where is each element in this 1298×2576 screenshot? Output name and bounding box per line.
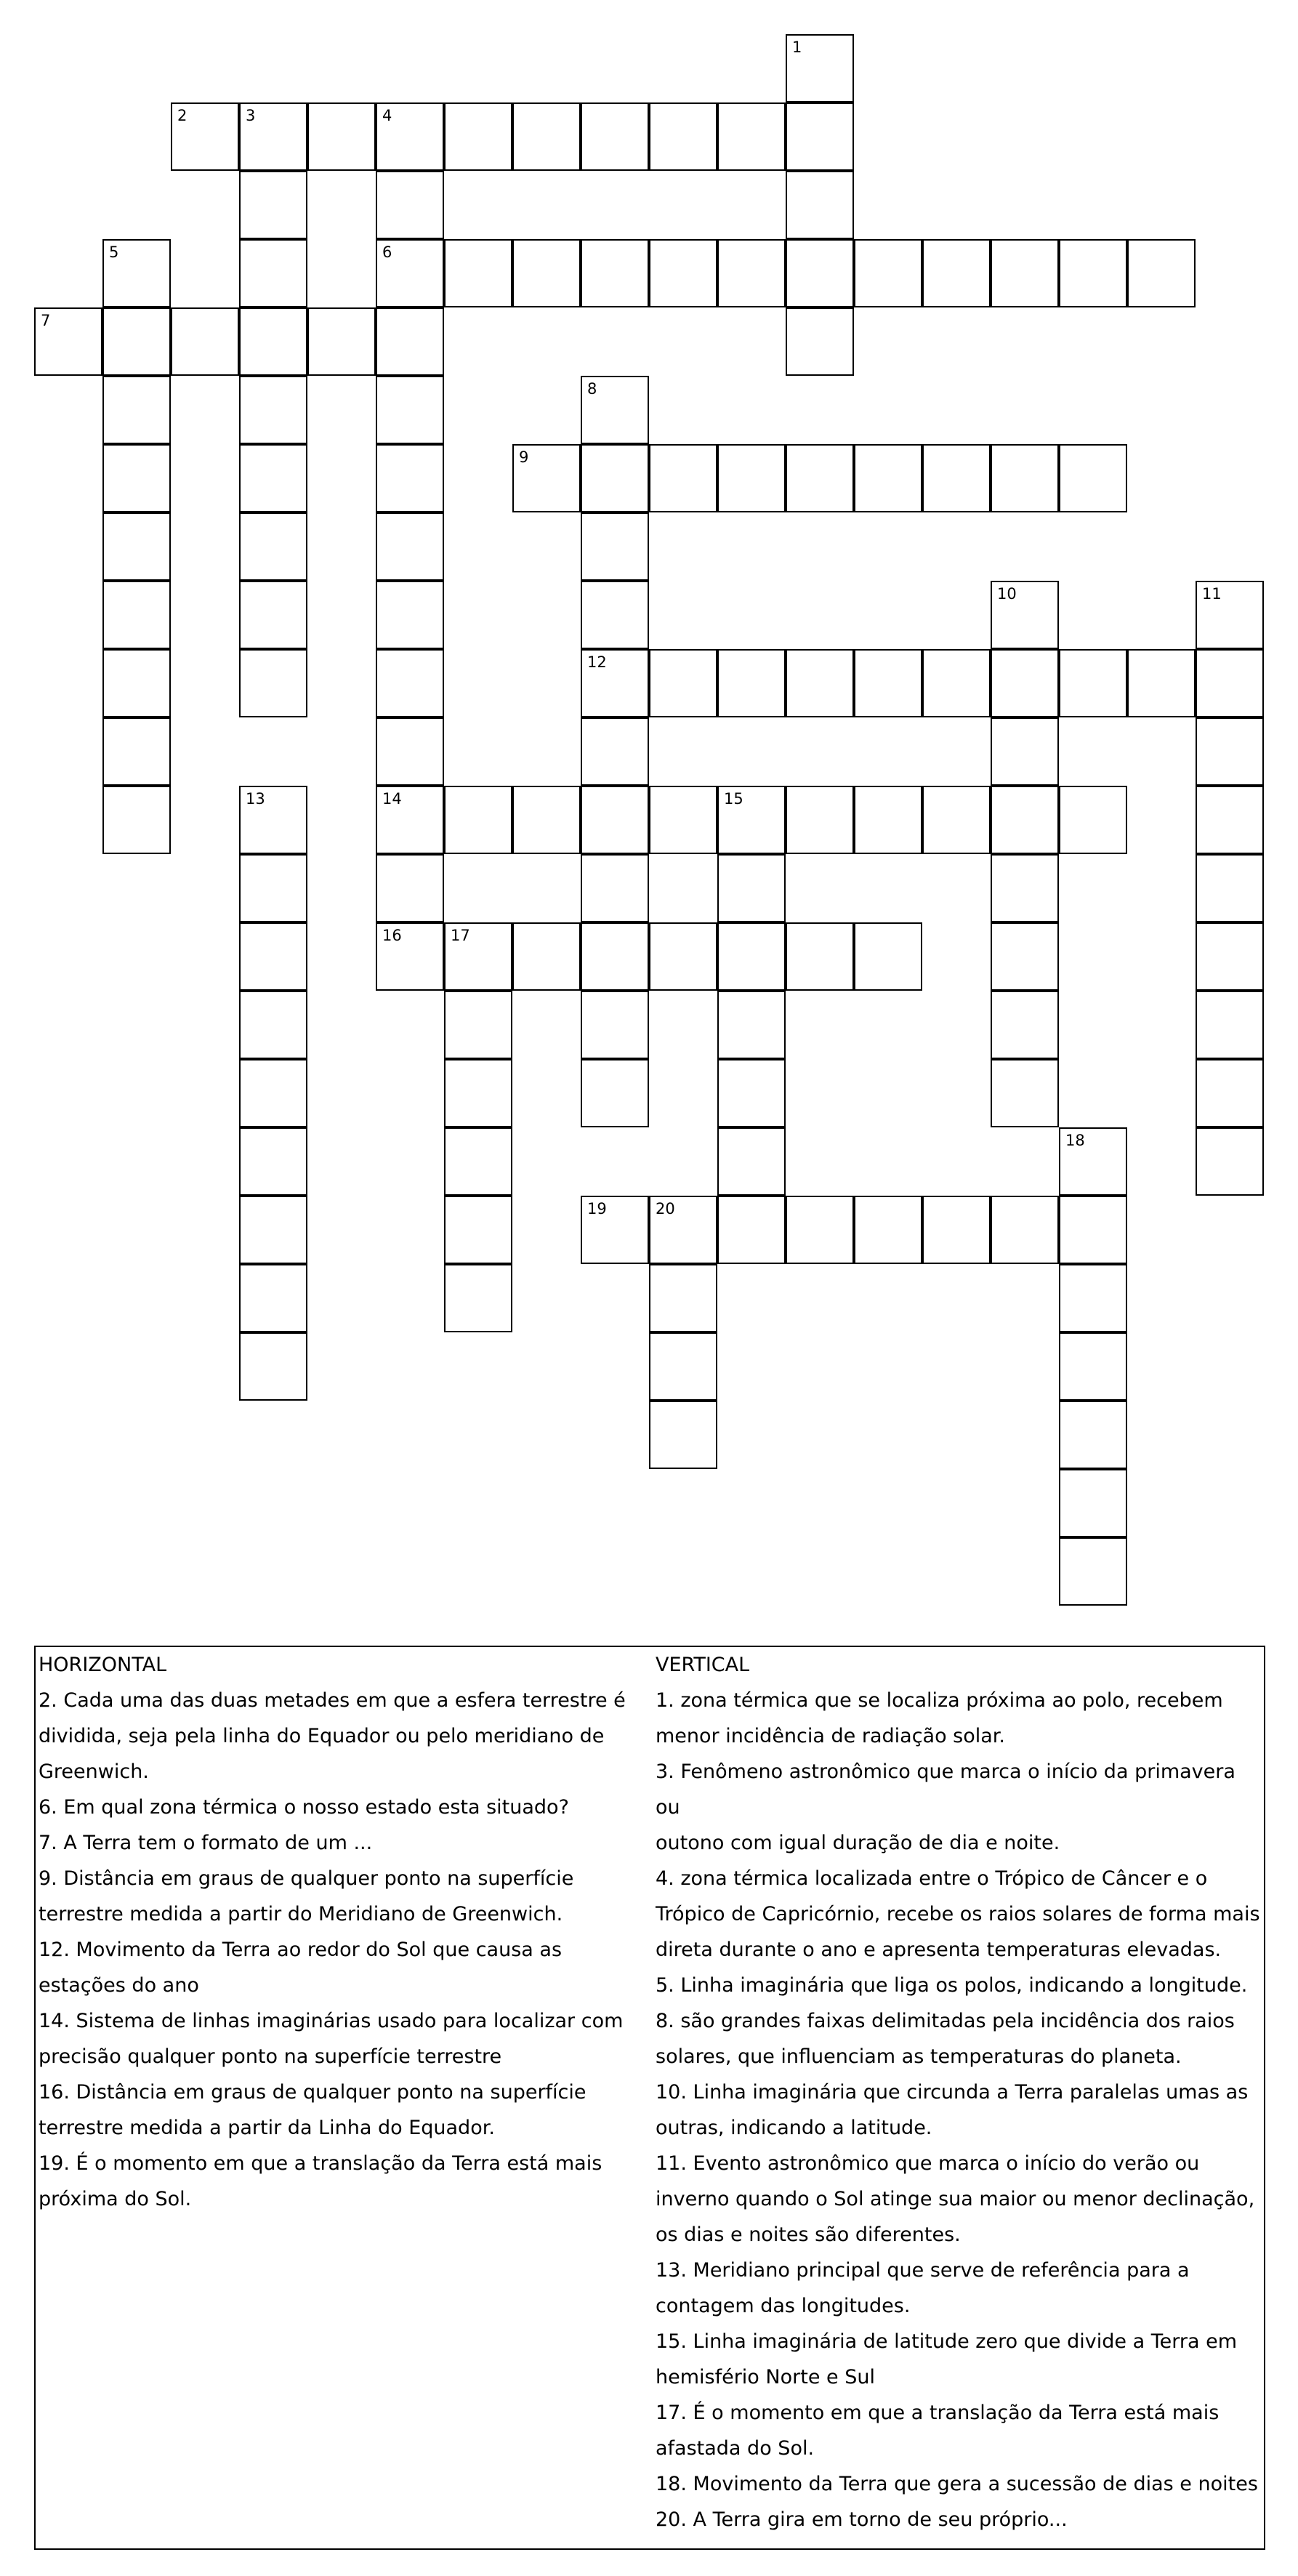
crossword-cell[interactable] [444, 1264, 512, 1332]
clue-line: 14. Sistema de linhas imaginárias usado para localizar com [39, 2010, 624, 2032]
crossword-cell[interactable] [649, 1264, 717, 1332]
crossword-cell[interactable] [376, 307, 444, 376]
crossword-cell[interactable] [1059, 786, 1127, 854]
clues-box [34, 1646, 1265, 2550]
crossword-cell[interactable] [786, 649, 854, 717]
clue-line: precisão qualquer ponto na superfície terrestre [39, 2045, 502, 2068]
crossword-cell[interactable] [102, 512, 171, 581]
crossword-cell[interactable] [1059, 1264, 1127, 1332]
crossword-cell[interactable] [717, 444, 786, 512]
clue-line: contagem das longitudes. [656, 2295, 911, 2317]
clue-number: 1 [792, 39, 802, 56]
crossword-cell[interactable] [1127, 649, 1196, 717]
crossword-cell[interactable] [512, 444, 581, 512]
crossword-cell[interactable] [991, 444, 1059, 512]
crossword-cell[interactable] [444, 239, 512, 307]
clue-number: 10 [997, 585, 1017, 603]
crossword-cell[interactable] [1196, 854, 1264, 922]
crossword-cell[interactable] [991, 649, 1059, 717]
crossword-cell[interactable] [1196, 1059, 1264, 1127]
crossword-cell[interactable] [239, 854, 307, 922]
crossword-cell[interactable] [581, 376, 649, 444]
crossword-cell[interactable] [444, 1059, 512, 1127]
clue-line: 16. Distância em graus de qualquer ponto na superfície [39, 2081, 586, 2104]
clue-number: 19 [587, 1200, 607, 1217]
crossword-cell[interactable] [854, 1196, 922, 1264]
clue-line: 7. A Terra tem o formato de um ... [39, 1832, 373, 1854]
crossword-cell[interactable] [444, 991, 512, 1059]
crossword-cell[interactable] [239, 307, 307, 376]
clue-number: 14 [382, 790, 402, 808]
clue-line: menor incidência de radiação solar. [656, 1725, 1006, 1747]
crossword-cell[interactable] [1059, 1332, 1127, 1401]
crossword-cell[interactable] [376, 102, 444, 171]
clue-line: 2. Cada uma das duas metades em que a esfera terrestre é [39, 1689, 626, 1712]
crossword-cell[interactable] [1059, 1401, 1127, 1469]
clue-number: 8 [587, 380, 597, 398]
crossword-cell[interactable] [376, 922, 444, 991]
crossword-cell[interactable] [376, 581, 444, 649]
crossword-cell[interactable] [102, 239, 171, 307]
crossword-cell[interactable] [239, 512, 307, 581]
crossword-cell[interactable] [991, 922, 1059, 991]
clue-line: 10. Linha imaginária que circunda a Terra paralelas umas as [656, 2081, 1249, 2104]
clue-line: 9. Distância em graus de qualquer ponto na superfície [39, 1867, 574, 1890]
crossword-cell[interactable] [239, 1332, 307, 1401]
clue-line: inverno quando o Sol atinge sua maior ou menor declinação, [656, 2188, 1255, 2210]
crossword-cell[interactable] [376, 239, 444, 307]
crossword-cell[interactable] [239, 581, 307, 649]
clue-line: 13. Meridiano principal que serve de referência para a [656, 2259, 1190, 2282]
clue-number: 9 [519, 448, 529, 466]
clue-line: terrestre medida a partir da Linha do Equador. [39, 2117, 495, 2139]
crossword-cell[interactable] [991, 854, 1059, 922]
crossword-cell[interactable] [649, 239, 717, 307]
crossword-cell[interactable] [376, 512, 444, 581]
crossword-cell[interactable] [649, 102, 717, 171]
crossword-cell[interactable] [581, 444, 649, 512]
crossword-cell[interactable] [717, 239, 786, 307]
clue-number: 3 [246, 107, 256, 124]
crossword-cell[interactable] [649, 649, 717, 717]
crossword-cell[interactable] [1196, 581, 1264, 649]
crossword-cell[interactable] [1059, 1469, 1127, 1537]
clue-line: 15. Linha imaginária de latitude zero que divide a Terra em [656, 2330, 1237, 2353]
crossword-cell[interactable] [854, 649, 922, 717]
vertical-clues [656, 1647, 1265, 2537]
crossword-cell[interactable] [512, 922, 581, 991]
crossword-cell[interactable] [376, 444, 444, 512]
clue-number: 13 [246, 790, 265, 808]
clue-number: 17 [451, 927, 470, 944]
crossword-cell[interactable] [581, 786, 649, 854]
clue-line: 19. É o momento em que a translação da Terra está mais [39, 2152, 602, 2175]
crossword-cell[interactable] [922, 239, 991, 307]
crossword-cell[interactable] [444, 1196, 512, 1264]
crossword-cell[interactable] [649, 1196, 717, 1264]
crossword-cell[interactable] [1196, 1127, 1264, 1196]
crossword-cell[interactable] [1127, 239, 1196, 307]
crossword-cell[interactable] [854, 239, 922, 307]
crossword-cell[interactable] [1059, 239, 1127, 307]
crossword-cell[interactable] [991, 786, 1059, 854]
crossword-cell[interactable] [239, 991, 307, 1059]
clue-line: 20. A Terra gira em torno de seu próprio... [656, 2508, 1068, 2531]
crossword-cell[interactable] [649, 1401, 717, 1469]
clue-number: 4 [382, 107, 392, 124]
horizontal-clue-list [39, 1683, 642, 2217]
crossword-cell[interactable] [102, 649, 171, 717]
clue-line: 3. Fenômeno astronômico que marca o início da primavera ou [656, 1760, 1235, 1819]
crossword-cell[interactable] [581, 1059, 649, 1127]
crossword-cell[interactable] [786, 1196, 854, 1264]
clue-line: 1. zona térmica que se localiza próxima ao polo, recebem [656, 1689, 1223, 1712]
crossword-cell[interactable] [1196, 991, 1264, 1059]
crossword-cell[interactable] [239, 922, 307, 991]
crossword-cell[interactable] [239, 239, 307, 307]
crossword-cell[interactable] [922, 786, 991, 854]
crossword-cell[interactable] [786, 307, 854, 376]
crossword-cell[interactable] [991, 239, 1059, 307]
crossword-cell[interactable] [786, 239, 854, 307]
clue-line: solares, que influenciam as temperaturas do planeta. [656, 2045, 1182, 2068]
crossword-cell[interactable] [1059, 649, 1127, 717]
crossword-cell[interactable] [444, 922, 512, 991]
clue-number: 18 [1065, 1132, 1085, 1149]
clue-line: Greenwich. [39, 1760, 149, 1783]
crossword-cell[interactable] [239, 1196, 307, 1264]
crossword-cell[interactable] [239, 102, 307, 171]
clue-number: 11 [1202, 585, 1222, 603]
crossword-cell[interactable] [102, 444, 171, 512]
vertical-heading: VERTICAL [656, 1654, 750, 1676]
crossword-cell[interactable] [717, 1196, 786, 1264]
crossword-cell[interactable] [581, 922, 649, 991]
crossword-cell[interactable] [102, 717, 171, 786]
crossword-cell[interactable] [307, 102, 376, 171]
crossword-cell[interactable] [649, 444, 717, 512]
crossword-cell[interactable] [854, 444, 922, 512]
clue-line: 5. Linha imaginária que liga os polos, indicando a longitude. [656, 1974, 1248, 1997]
crossword-cell[interactable] [922, 1196, 991, 1264]
clue-line: 8. são grandes faixas delimitadas pela incidência dos raios [656, 2010, 1235, 2032]
clue-number: 12 [587, 653, 607, 671]
vertical-clue-list [656, 1683, 1265, 2537]
crossword-cell[interactable] [717, 1059, 786, 1127]
crossword-cell[interactable] [581, 1196, 649, 1264]
crossword-cell[interactable] [102, 786, 171, 854]
crossword-cell[interactable] [717, 102, 786, 171]
clue-line: 18. Movimento da Terra que gera a sucessão de dias e noites [656, 2473, 1258, 2495]
crossword-cell[interactable] [786, 786, 854, 854]
crossword-cell[interactable] [376, 854, 444, 922]
crossword-cell[interactable] [649, 786, 717, 854]
crossword-cell[interactable] [717, 1127, 786, 1196]
crossword-cell[interactable] [34, 307, 102, 376]
crossword-cell[interactable] [991, 1059, 1059, 1127]
crossword-cell[interactable] [717, 786, 786, 854]
clue-number: 16 [382, 927, 402, 944]
crossword-cell[interactable] [581, 717, 649, 786]
crossword-cell[interactable] [102, 581, 171, 649]
crossword-cell[interactable] [717, 649, 786, 717]
crossword-cell[interactable] [376, 171, 444, 239]
crossword-cell[interactable] [171, 102, 239, 171]
crossword-cell[interactable] [512, 239, 581, 307]
crossword-cell[interactable] [102, 307, 171, 376]
crossword-cell[interactable] [1196, 717, 1264, 786]
crossword-cell[interactable] [786, 34, 854, 102]
crossword-cell[interactable] [581, 239, 649, 307]
clue-line: hemisfério Norte e Sul [656, 2366, 875, 2388]
crossword-cell[interactable] [1059, 1127, 1127, 1196]
crossword-cell[interactable] [239, 444, 307, 512]
crossword-cell[interactable] [581, 991, 649, 1059]
crossword-cell[interactable] [991, 1196, 1059, 1264]
crossword-cell[interactable] [1196, 649, 1264, 717]
crossword-cell[interactable] [717, 854, 786, 922]
clue-line: 6. Em qual zona térmica o nosso estado esta situado? [39, 1796, 569, 1819]
crossword-cell[interactable] [1059, 1537, 1127, 1606]
crossword-cell[interactable] [717, 922, 786, 991]
crossword-cell[interactable] [581, 581, 649, 649]
crossword-cell[interactable] [376, 376, 444, 444]
clue-line: 17. É o momento em que a translação da Terra está mais [656, 2402, 1220, 2424]
clue-line: afastada do Sol. [656, 2437, 815, 2460]
crossword-cell[interactable] [581, 512, 649, 581]
crossword-cell[interactable] [239, 1264, 307, 1332]
clue-line: outono com igual duração de dia e noite. [656, 1832, 1060, 1854]
clue-number: 5 [109, 243, 119, 261]
crossword-cell[interactable] [239, 1059, 307, 1127]
crossword-cell[interactable] [922, 444, 991, 512]
crossword-cell[interactable] [239, 649, 307, 717]
crossword-cell[interactable] [854, 922, 922, 991]
crossword-cell[interactable] [512, 102, 581, 171]
clue-number: 7 [41, 312, 51, 329]
crossword-cell[interactable] [786, 444, 854, 512]
crossword-cell[interactable] [444, 1127, 512, 1196]
crossword-cell[interactable] [581, 854, 649, 922]
crossword-cell[interactable] [1059, 1196, 1127, 1264]
crossword-cell[interactable] [1059, 444, 1127, 512]
crossword-cell[interactable] [239, 1127, 307, 1196]
crossword-cell[interactable] [581, 649, 649, 717]
clue-line: outras, indicando a latitude. [656, 2117, 932, 2139]
crossword-cell[interactable] [1196, 922, 1264, 991]
crossword-cell[interactable] [1196, 786, 1264, 854]
crossword-cell[interactable] [444, 786, 512, 854]
horizontal-heading: HORIZONTAL [39, 1654, 167, 1676]
crossword-cell[interactable] [376, 649, 444, 717]
crossword-cell[interactable] [239, 376, 307, 444]
crossword-cell[interactable] [512, 786, 581, 854]
crossword-cell[interactable] [239, 786, 307, 854]
horizontal-clues [39, 1647, 642, 2217]
crossword-cell[interactable] [649, 922, 717, 991]
crossword-cell[interactable] [239, 171, 307, 239]
crossword-cell[interactable] [854, 786, 922, 854]
crossword-cell[interactable] [991, 991, 1059, 1059]
clue-line: direta durante o ano e apresenta temperaturas elevadas. [656, 1939, 1222, 1961]
crossword-cell[interactable] [307, 307, 376, 376]
crossword-cell[interactable] [786, 171, 854, 239]
crossword-cell[interactable] [376, 717, 444, 786]
clue-number: 20 [656, 1200, 675, 1217]
crossword-cell[interactable] [786, 922, 854, 991]
crossword-cell[interactable] [786, 102, 854, 171]
clue-line: próxima do Sol. [39, 2188, 192, 2210]
clue-number: 15 [724, 790, 743, 808]
clue-line: estações do ano [39, 1974, 199, 1997]
clue-line: os dias e noites são diferentes. [656, 2223, 961, 2246]
clue-line: dividida, seja pela linha do Equador ou pelo meridiano de [39, 1725, 605, 1747]
clue-line: Trópico de Capricórnio, recebe os raios solares de forma mais [656, 1903, 1260, 1925]
clue-line: terrestre medida a partir do Meridiano de Greenwich. [39, 1903, 563, 1925]
clue-number: 6 [382, 243, 392, 261]
crossword-cell[interactable] [922, 649, 991, 717]
clue-line: 4. zona térmica localizada entre o Trópico de Câncer e o [656, 1867, 1208, 1890]
crossword-cell[interactable] [991, 717, 1059, 786]
clue-line: 12. Movimento da Terra ao redor do Sol que causa as [39, 1939, 563, 1961]
crossword-cell[interactable] [102, 376, 171, 444]
crossword-cell[interactable] [581, 102, 649, 171]
clue-number: 2 [177, 107, 188, 124]
crossword-cell[interactable] [376, 786, 444, 854]
clue-line: 11. Evento astronômico que marca o início do verão ou [656, 2152, 1200, 2175]
crossword-cell[interactable] [717, 991, 786, 1059]
crossword-cell[interactable] [171, 307, 239, 376]
crossword-cell[interactable] [649, 1332, 717, 1401]
crossword-cell[interactable] [991, 581, 1059, 649]
crossword-cell[interactable] [444, 102, 512, 171]
